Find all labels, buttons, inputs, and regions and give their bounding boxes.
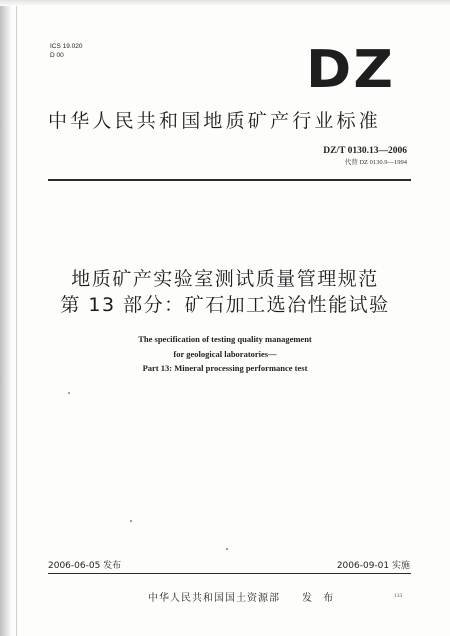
title-english-line-3: Part 13: Mineral processing performance test (142, 363, 308, 373)
scan-binding-edge (0, 0, 12, 636)
implementation-date: 2006-09-01 实施 (336, 561, 410, 571)
standard-number: DZ/T 0130.13—2006 (323, 146, 407, 156)
standard-category-title: 中华人民共和国地质矿产行业标准 (48, 110, 382, 132)
issue-date: 2006-06-05 发布 (48, 561, 122, 571)
publish-label: 发 布 (302, 593, 338, 604)
scan-binding-line (16, 0, 17, 636)
page-number: 133 (394, 593, 403, 599)
header-divider (48, 179, 411, 181)
title-chinese-line-1: 地质矿产实验室测试质量管理规范 (71, 268, 379, 290)
footer-divider (48, 573, 411, 574)
ics-code: ICS 19.020 (50, 43, 83, 50)
dz-logo: DZ (306, 40, 396, 100)
title-english-line-1: The specification of testing quality management (138, 334, 312, 344)
publisher-name: 中华人民共和国国土资源部 (148, 593, 280, 604)
classification-codes (50, 42, 83, 60)
scan-speck (226, 548, 228, 550)
title-english-line-2: for geological laboratories— (173, 349, 277, 359)
scan-top-shadow (0, 0, 450, 6)
ccs-code: D 00 (50, 52, 64, 59)
scan-speck (130, 520, 132, 522)
title-chinese-line-2: 第 13 部分：矿石加工选冶性能试验 (60, 294, 390, 316)
replaced-standard: 代替 DZ 0130.9—1994 (344, 159, 407, 166)
scan-speck (68, 392, 70, 394)
